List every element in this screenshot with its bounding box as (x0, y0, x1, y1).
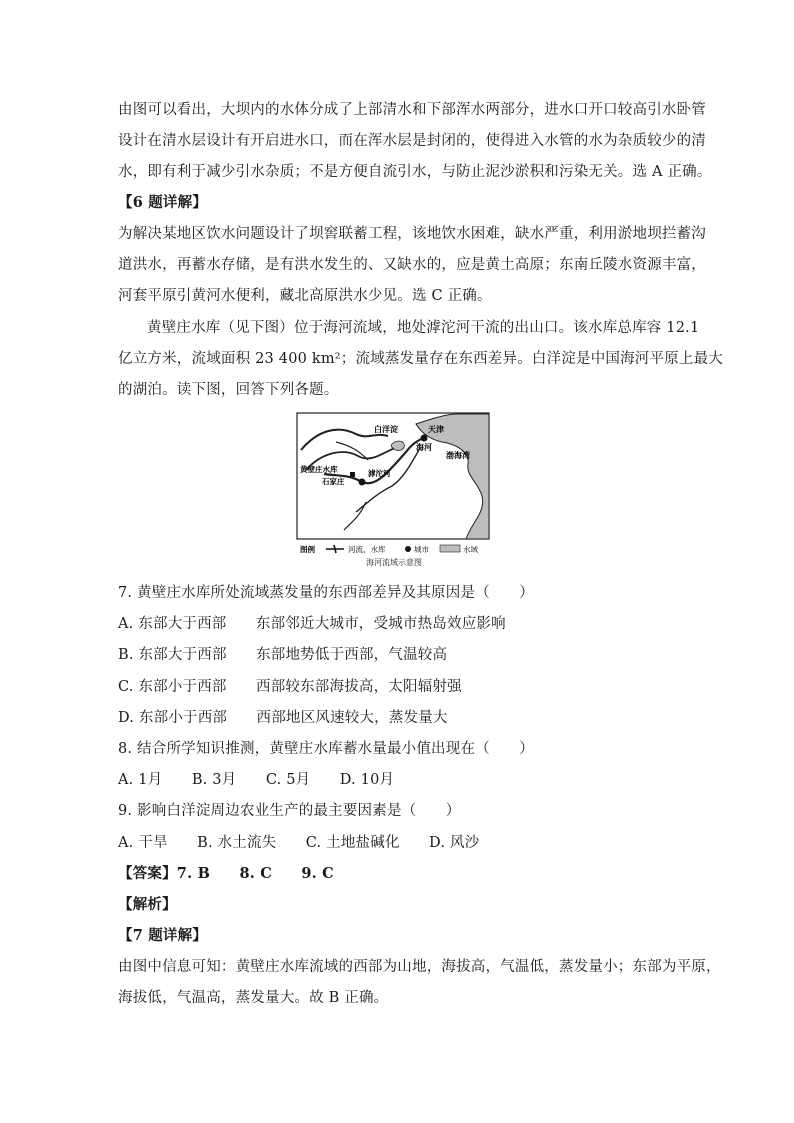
legend-river-icon (326, 545, 344, 553)
analysis-header: 【解析】 (118, 896, 177, 913)
answer-line: 【答案】7. B 8. C 9. C (118, 865, 334, 882)
q7-explanation-header: 【7 题详解】 (118, 927, 208, 944)
legend-water-label: 水域 (463, 545, 478, 554)
shijiazhuang-city-dot (359, 479, 366, 486)
question-7-option-c: C. 东部小于西部 西部较东部海拔高，太阳辐射强 (118, 679, 462, 695)
paragraph-line: 亿立方米，流域面积 23 400 km²；流域蒸发量存在东西差异。白洋淀是中国海河平原上最大 (118, 351, 723, 367)
label-shijiazhuang: 石家庄 (322, 477, 345, 486)
paragraph-line: 为解决某地区饮水问题设计了坝窖联蓄工程，该地饮水困难，缺水严重，利用淤地坝拦蓄沟 (118, 226, 706, 242)
label-bohaiwan: 渤海湾 (446, 451, 470, 460)
question-7-option-b: B. 东部大于西部 东部地势低于西部，气温较高 (118, 647, 448, 663)
legend-water-icon (440, 545, 460, 552)
legend-city-label: 城市 (414, 545, 429, 554)
legend-city-icon (405, 546, 411, 552)
paragraph-line: 设计在清水层设计有开启进水口，而在浑水层是封闭的，使得进入水管的水为杂质较少的清 (118, 133, 706, 149)
paragraph-line: 道洪水，再蓄水存储，是有洪水发生的、又缺水的，应是黄土高原；东南丘陵水资源丰富， (118, 257, 706, 273)
reservoir-mark (350, 472, 355, 477)
legend-title: 图例 (300, 545, 315, 554)
paragraph-line: 黄壁庄水库（见下图）位于海河流域，地处滹沱河干流的出山口。该水库总库容 12.1 (147, 320, 700, 336)
question-7-option-d: D. 东部小于西部 西部地区风速较大，蒸发量大 (118, 710, 448, 726)
label-hutuohe: 滹沱河 (368, 469, 391, 478)
legend-river-label: 河流、水库 (348, 545, 386, 554)
label-haihe: 海河 (416, 443, 432, 452)
question-9-options: A. 干旱 B. 水土流失 C. 土地盐碱化 D. 风沙 (118, 835, 480, 851)
haihe-basin-map (296, 412, 492, 572)
tianjin-city-dot (421, 435, 428, 442)
question-7-option-a: A. 东部大于西部 东部邻近大城市，受城市热岛效应影响 (118, 616, 506, 632)
label-huangbizhuang: 黄壁庄水库 (300, 465, 338, 474)
section-header: 【6 题详解】 (118, 194, 208, 211)
paragraph-line: 由图中信息可知：黄壁庄水库流域的西部为山地，海拔高，气温低，蒸发量小；东部为平原， (118, 959, 721, 975)
question-8-options: A. 1月 B. 3月 C. 5月 D. 10月 (118, 772, 395, 788)
paragraph-line: 的湖泊。读下图，回答下列各题。 (118, 382, 339, 398)
paragraph-line: 水，即有利于减少引水杂质；不是方便自流引水，与防止泥沙淤积和污染无关。选 A 正确。 (118, 164, 712, 180)
label-baiyangdian: 白洋淀 (374, 425, 398, 434)
paragraph-line: 由图可以看出，大坝内的水体分成了上部清水和下部浑水两部分，进水口开口较高引水卧管 (118, 102, 706, 118)
question-8-stem: 8. 结合所学知识推测，黄壁庄水库蓄水量最小值出现在（ ） (118, 741, 534, 757)
paragraph-line: 海拔低，气温高，蒸发量大。故 B 正确。 (118, 990, 389, 1006)
map-svg (296, 412, 492, 558)
label-tianjin: 天津 (428, 425, 444, 434)
map-caption: 海河流域示意图 (366, 558, 422, 567)
question-7-stem: 7. 黄壁庄水库所处流域蒸发量的东西部差异及其原因是（ ） (118, 585, 534, 601)
paragraph-line: 河套平原引黄河水便利，藏北高原洪水少见。选 C 正确。 (118, 288, 492, 304)
question-9-stem: 9. 影响白洋淀周边农业生产的最主要因素是（ ） (118, 803, 461, 819)
